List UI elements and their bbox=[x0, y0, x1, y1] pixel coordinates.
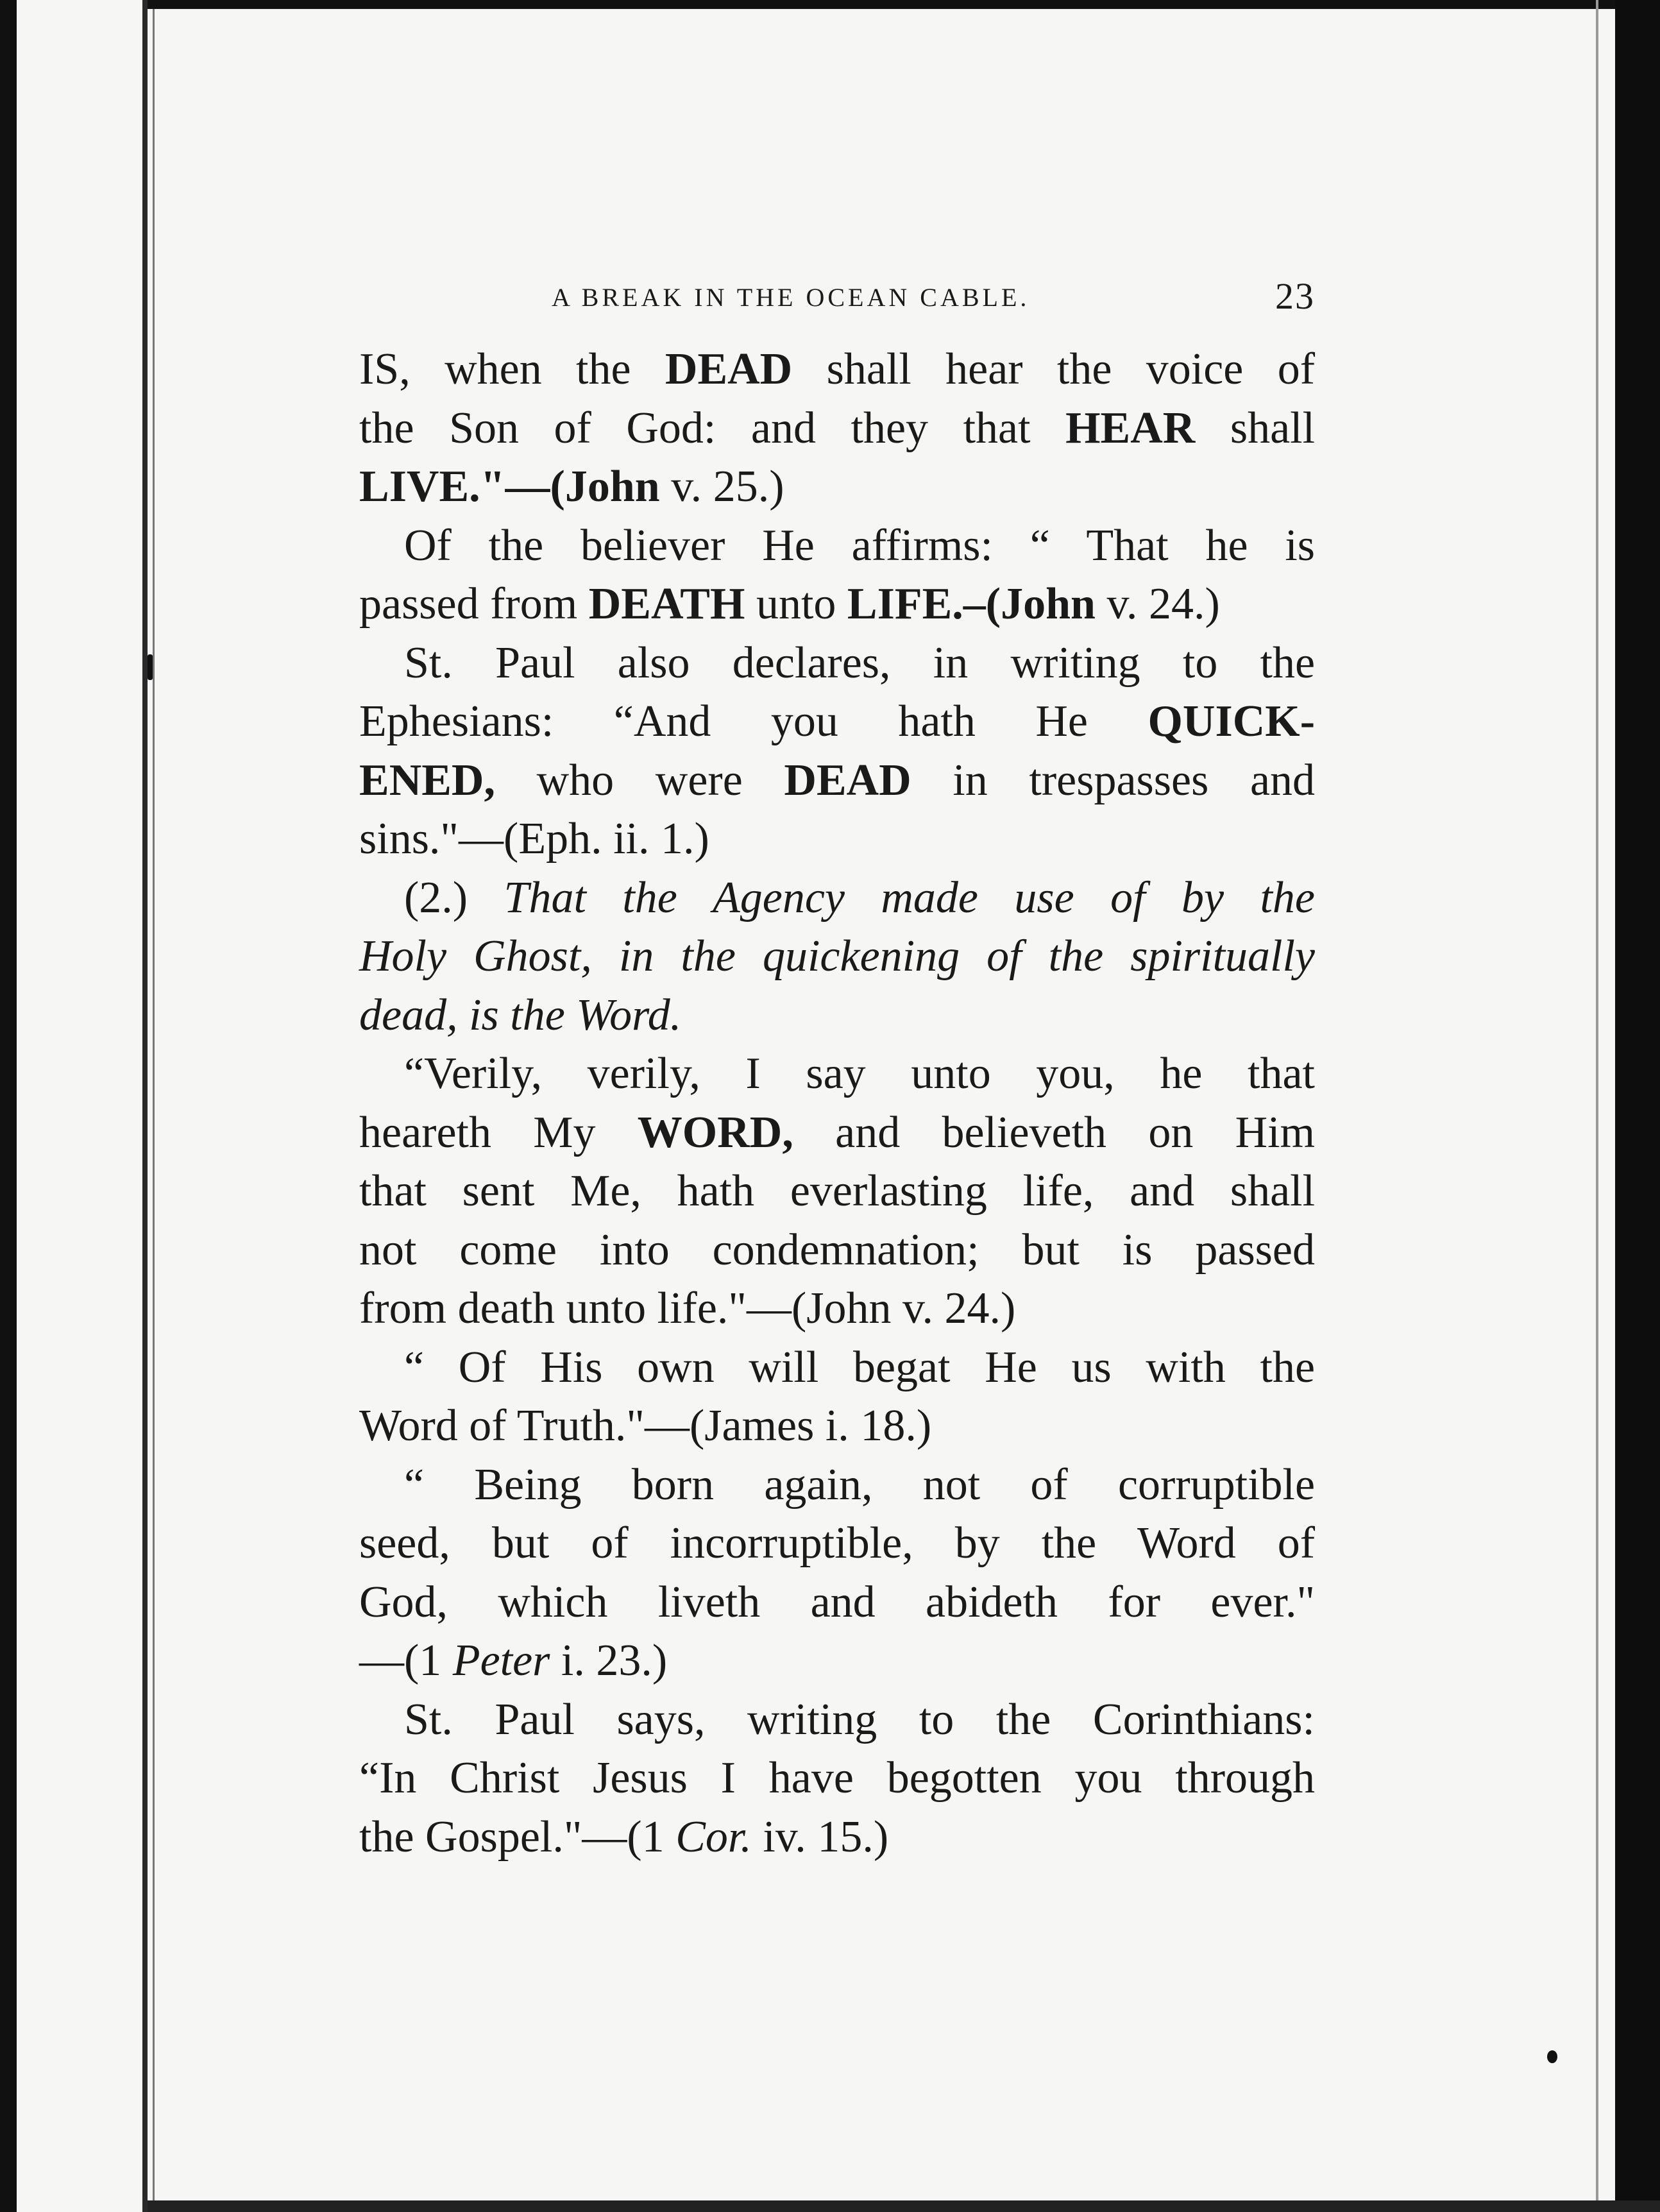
scan-edge-top bbox=[148, 0, 1660, 9]
text-line: St. Paul says, writing to the Corinthians: bbox=[404, 1694, 1315, 1744]
text-line: “ Of His own will begat He us with the bbox=[404, 1342, 1316, 1392]
scan-gutter-line bbox=[142, 0, 148, 2212]
text-line: Ephesians: “And you hath He QUICK- bbox=[359, 697, 1316, 746]
text-line: from death unto life."—(John v. 24.) bbox=[359, 1284, 1016, 1333]
text-line: sins."—(Eph. ii. 1.) bbox=[359, 814, 709, 864]
text-line: Of the believer He affirms: “ That he is bbox=[404, 520, 1316, 570]
text-line: heareth My WORD, and believeth on Him bbox=[359, 1107, 1316, 1157]
running-head: A BREAK IN THE OCEAN CABLE. bbox=[552, 283, 1030, 312]
page-number: 23 bbox=[1275, 275, 1315, 317]
scan-edge-right bbox=[1615, 0, 1660, 2212]
scan-edge-left bbox=[0, 0, 17, 2212]
text-line: seed, but of incorruptible, by the Word of bbox=[359, 1519, 1316, 1568]
body-text bbox=[359, 340, 1315, 1866]
scan-speck bbox=[148, 654, 153, 680]
text-line: “ Being born again, not of corruptible bbox=[404, 1459, 1316, 1510]
text-line: the Gospel."—(1 Cor. iv. 15.) bbox=[359, 1812, 889, 1862]
text-line: “In Christ Jesus I have begotten you through bbox=[359, 1753, 1316, 1803]
scan-edge-right-inner bbox=[1596, 0, 1598, 2212]
text-line: the Son of God: and they that HEAR shall bbox=[359, 403, 1316, 453]
text-line: —(1 Peter i. 23.) bbox=[359, 1636, 668, 1685]
text-line: ENED, who were DEAD in trespasses and bbox=[359, 755, 1316, 805]
text-line: dead, is the Word. bbox=[359, 990, 682, 1040]
scan-gutter-line-thin bbox=[153, 0, 155, 2212]
text-line: God, which liveth and abideth for ever." bbox=[359, 1577, 1316, 1627]
text-line: St. Paul also declares, in writing to the bbox=[404, 638, 1316, 688]
text-line: IS, when the DEAD shall hear the voice of bbox=[359, 345, 1315, 394]
text-line: Word of Truth."—(James i. 18.) bbox=[359, 1401, 932, 1451]
scan-speck bbox=[1547, 2050, 1557, 2063]
text-line: passed from DEATH unto LIFE.–(John v. 24.) bbox=[359, 579, 1220, 629]
text-line: “Verily, verily, I say unto you, he that bbox=[404, 1049, 1315, 1098]
text-line: LIVE."—(John v. 25.) bbox=[359, 462, 784, 511]
text-line: not come into condemnation; but is passed bbox=[359, 1225, 1315, 1275]
text-line: (2.) That the Agency made use of by the bbox=[404, 872, 1315, 923]
page-header bbox=[359, 269, 1315, 321]
text-line: that sent Me, hath everlasting life, and shall bbox=[359, 1166, 1316, 1216]
text-line: Holy Ghost, in the quickening of the spiritually bbox=[359, 932, 1315, 981]
scan-edge-bottom bbox=[148, 2200, 1660, 2212]
